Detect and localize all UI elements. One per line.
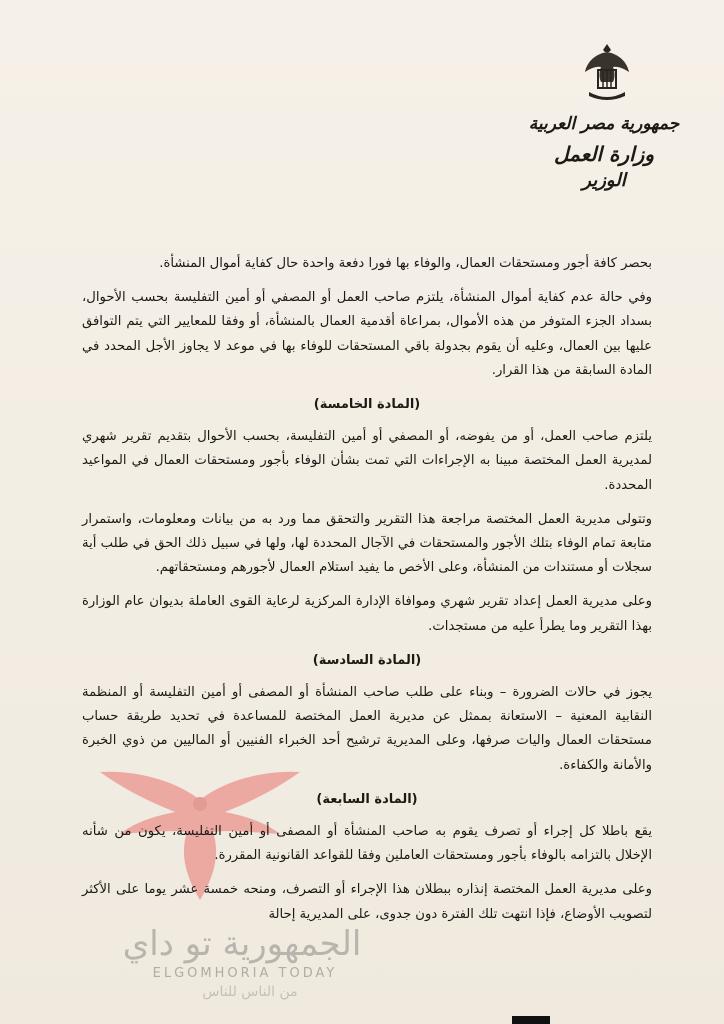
letter-body — [82, 252, 652, 937]
paragraph: يقع باطلا كل إجراء أو تصرف يقوم به صاحب المنشأة أو المصفى أو أمين التفليسة، يكون من شأنه الإخلال بالتزامه بالوفاء بأجور ومستحقات العاملين وفقا للقواعد القانونية المقررة. — [82, 824, 652, 864]
watermark-arabic: الجمهورية تو داي — [122, 924, 362, 964]
paragraph: بحصر كافة أجور ومستحقات العمال، والوفاء بها فورا دفعة واحدة حال كفاية أموال المنشأة. — [159, 256, 652, 271]
ministry-name: وزارة العمل — [554, 142, 654, 166]
paragraph: يلتزم صاحب العمل، أو من يفوضه، أو المصفي أو أمين التفليسة، بحسب الأحوال بتقديم تقرير شهري لمديرية العمل المختصة مبينا به الإجراءات التي تمت بشأن الوفاء بأجور ومستحقات العمال في المواعيد المحددة. — [82, 429, 652, 493]
scan-mark — [512, 1016, 550, 1024]
paragraph: يجوز في حالات الضرورة – وبناء على طلب صاحب المنشأة أو المصفى أو أمين التفليسة أو المنظمة النقابية المعنية – الاستعانة بممثل عن مديرية العمل المختصة للمساعدة في تحديد طريقة حساب مستحقات العمال واليات صرفها، وعلى المديرية ترشيح أحد الخبراء الفنيين أو الماليين من ذوي الخبرة والأمانة والكفاءة. — [82, 685, 652, 773]
paragraph: وعلى مديرية العمل إعداد تقرير شهري وموافاة الإدارة المركزية لرعاية القوى العاملة بديوان عام الوزارة بهذا التقرير وما يطرأ عليه من مستجدات. — [82, 594, 652, 634]
watermark-slogan: من الناس للناس — [202, 984, 298, 1000]
paragraph: وفي حالة عدم كفاية أموال المنشأة، يلتزم صاحب العمل أو المصفي أو أمين التفليسة بحسب الأحوال، بسداد الجزء المتوفر من هذه الأموال، بمراعاة أقدمية العمال بالمنشأة، أو وفقا للمعايير التي يتم التوافق عليها بين العمال، وعليه أن يقوم بجدولة باقي المستحقات للوفاء بها في موعد لا يجاوز الأجل المحدد في المادة السابقة من هذا القرار. — [82, 290, 652, 378]
minister-title: الوزير — [582, 170, 626, 191]
paragraph: وتتولى مديرية العمل المختصة مراجعة هذا التقرير والتحقق مما ورد به من بيانات ومعلومات، واستمرار متابعة تمام الوفاء بتلك الأجور والمستحقات في الآجال المحددة لها، ولها في سبيل ذلك الحق في طلب أية سجلات أو مستندات من المنشأة، وعلى الأخص ما يفيد استلام العمال لأجورهم ومستحقاتهم. — [82, 511, 652, 576]
letterhead — [528, 40, 680, 191]
paragraph: وعلى مديرية العمل المختصة إنذاره ببطلان هذا الإجراء أو التصرف، ومنحه خمسة عشر يوما على الأكثر لتصويب الأوضاع، فإذا انتهت تلك الفترة دون جدوى، على المديرية إحالة — [82, 882, 652, 922]
egypt-eagle-emblem-icon — [581, 40, 633, 104]
article-heading: (المادة السابعة) — [316, 791, 418, 807]
article-heading: (المادة الخامسة) — [313, 397, 421, 413]
watermark-english: ELGOMHORIA TODAY — [152, 966, 338, 981]
article-heading: (المادة السادسة) — [312, 652, 422, 668]
country-name: جمهورية مصر العربية — [528, 114, 680, 134]
